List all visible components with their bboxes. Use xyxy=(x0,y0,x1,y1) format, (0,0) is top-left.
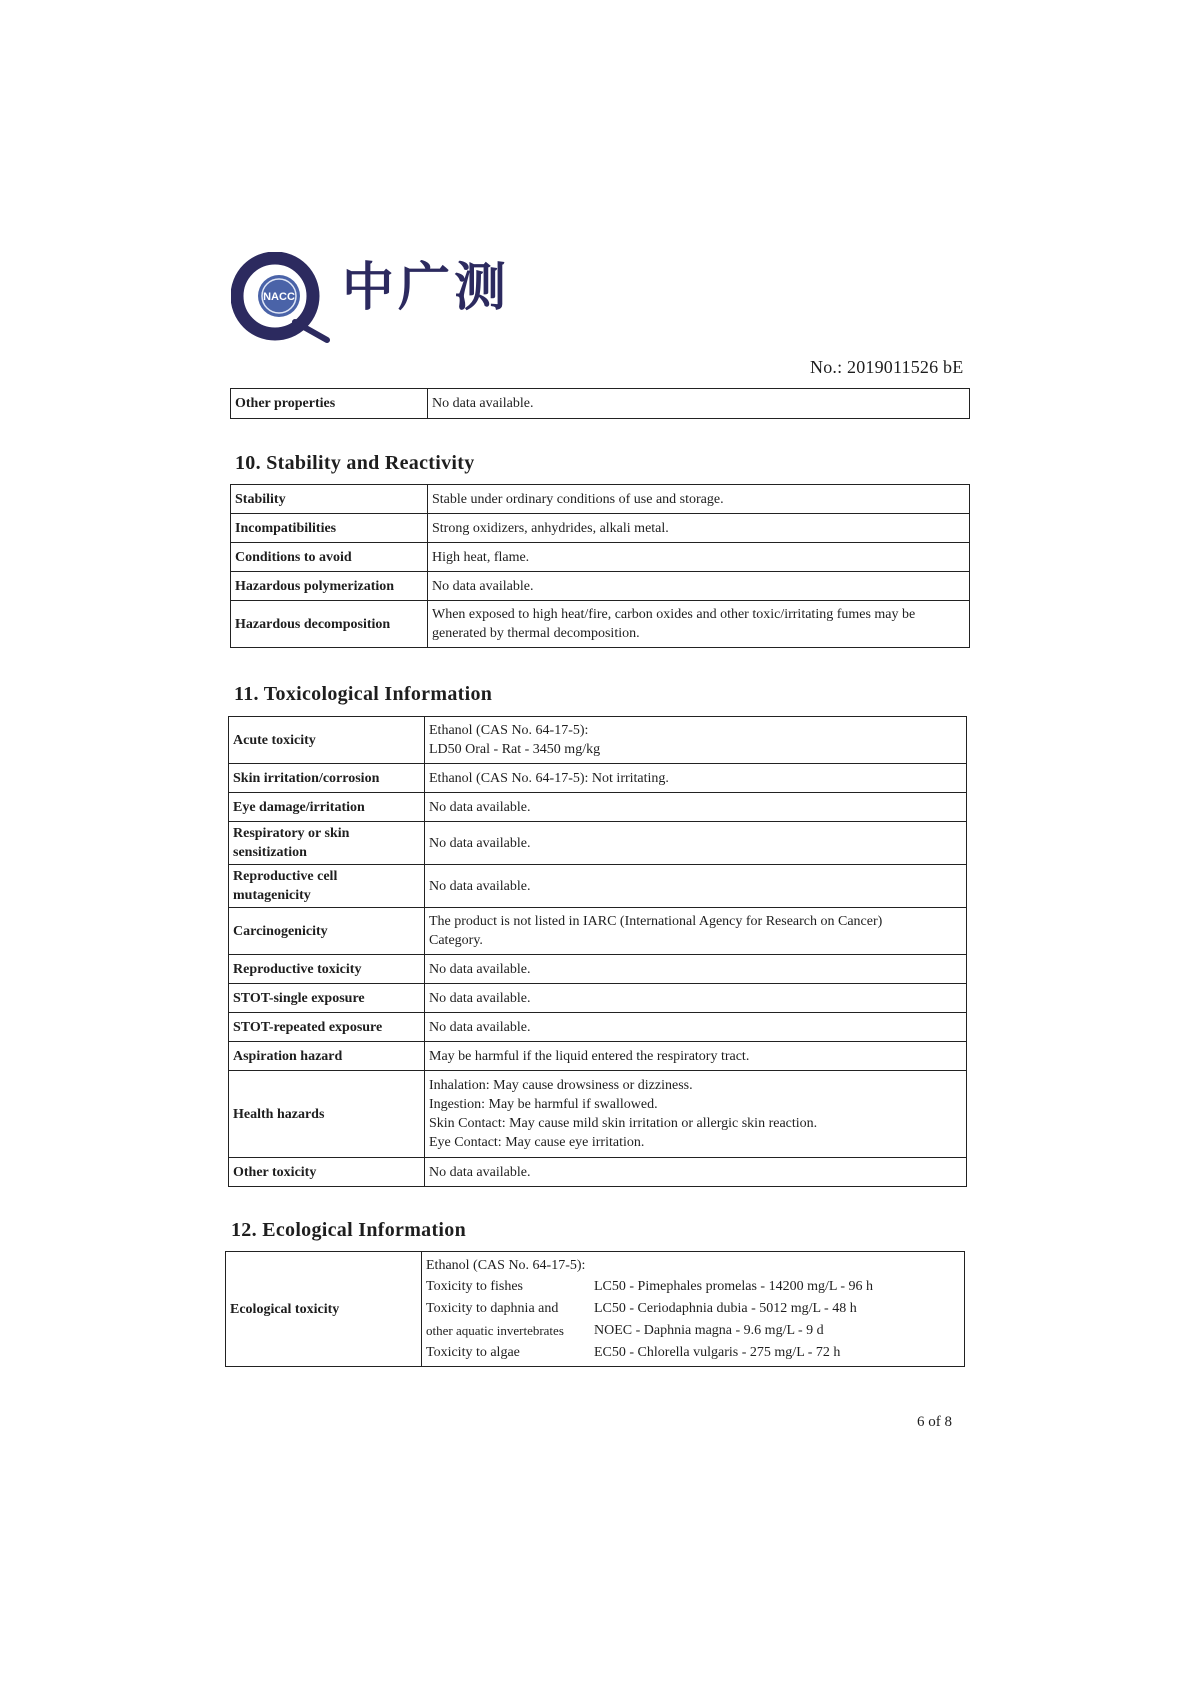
test-label: other aquatic invertebrates xyxy=(426,1323,564,1338)
row-value xyxy=(422,1252,965,1367)
row-label: Acute toxicity xyxy=(229,717,425,764)
row-label: Skin irritation/corrosion xyxy=(229,764,425,793)
row-value: Ethanol (CAS No. 64-17-5): Not irritating. xyxy=(425,764,967,793)
row-label xyxy=(229,822,425,865)
row-value: No data available. xyxy=(425,1158,967,1187)
row-value-line: Skin Contact: May cause mild skin irritation or allergic skin reaction. xyxy=(429,1116,818,1131)
table-row xyxy=(231,601,970,648)
row-label: STOT-single exposure xyxy=(229,984,425,1013)
row-label: Hazardous polymerization xyxy=(231,572,428,601)
row-label: Aspiration hazard xyxy=(229,1042,425,1071)
section-12-heading: 12. Ecological Information xyxy=(231,1219,467,1241)
row-label: Reproductive toxicity xyxy=(229,955,425,984)
property-value: No data available. xyxy=(428,389,970,419)
row-value-line: Category. xyxy=(429,933,483,948)
logo-wordmark: 中广测 xyxy=(342,258,511,318)
table-row xyxy=(229,717,967,764)
row-label: Hazardous decomposition xyxy=(231,601,428,648)
test-label: Toxicity to fishes xyxy=(426,1279,524,1294)
row-value-line: LD50 Oral - Rat - 3450 mg/kg xyxy=(429,742,601,757)
table-row xyxy=(229,793,967,822)
row-value: Strong oxidizers, anhydrides, alkali metal. xyxy=(428,514,970,543)
table-row xyxy=(226,1252,965,1367)
table-row xyxy=(229,984,967,1013)
table-row xyxy=(229,1158,967,1187)
row-label: Incompatibilities xyxy=(231,514,428,543)
table-row xyxy=(229,908,967,955)
section-10-heading: 10. Stability and Reactivity xyxy=(235,452,475,474)
test-result: NOEC - Daphnia magna - 9.6 mg/L - 9 d xyxy=(594,1323,824,1338)
row-label: Conditions to avoid xyxy=(231,543,428,572)
table-row xyxy=(231,389,970,419)
row-value: May be harmful if the liquid entered the respiratory tract. xyxy=(425,1042,967,1071)
page-number: 6 of 8 xyxy=(917,1414,952,1430)
table-row xyxy=(229,865,967,908)
row-label-line: Reproductive cell xyxy=(233,869,338,884)
test-result: LC50 - Ceriodaphnia dubia - 5012 mg/L - 48 h xyxy=(594,1301,857,1316)
table-row xyxy=(229,1071,967,1158)
row-label: Ecological toxicity xyxy=(226,1252,422,1367)
toxicology-table xyxy=(228,716,967,1187)
row-label: Eye damage/irritation xyxy=(229,793,425,822)
row-value: High heat, flame. xyxy=(428,543,970,572)
row-value-line: When exposed to high heat/fire, carbon oxides and other toxic/irritating fumes may be xyxy=(432,607,916,622)
row-label: Other toxicity xyxy=(229,1158,425,1187)
table-row xyxy=(231,572,970,601)
row-value-line: Ethanol (CAS No. 64-17-5): xyxy=(429,723,589,738)
property-label: Other properties xyxy=(231,389,428,419)
table-row xyxy=(229,955,967,984)
row-value: Stable under ordinary conditions of use and storage. xyxy=(428,485,970,514)
row-label-line: Respiratory or skin xyxy=(233,826,350,841)
logo-badge-text: NACC xyxy=(263,291,295,303)
row-value: No data available. xyxy=(425,955,967,984)
table-row xyxy=(229,764,967,793)
row-value xyxy=(425,717,967,764)
table-row xyxy=(229,1042,967,1071)
substance-header: Ethanol (CAS No. 64-17-5): xyxy=(426,1258,586,1273)
row-value-line: Ingestion: May be harmful if swallowed. xyxy=(429,1097,658,1112)
row-label: STOT-repeated exposure xyxy=(229,1013,425,1042)
document-number: No.: 2019011526 bE xyxy=(810,357,964,377)
row-value xyxy=(425,1071,967,1158)
test-label: Toxicity to algae xyxy=(426,1345,520,1360)
row-value: No data available. xyxy=(425,984,967,1013)
eco-toxicity-grid xyxy=(426,1276,960,1363)
row-value: No data available. xyxy=(425,793,967,822)
row-value: No data available. xyxy=(425,865,967,908)
stability-table xyxy=(230,484,970,648)
row-value: No data available. xyxy=(425,1013,967,1042)
section-11-heading: 11. Toxicological Information xyxy=(234,683,493,705)
row-value-line: Inhalation: May cause drowsiness or dizziness. xyxy=(429,1078,693,1093)
row-value: No data available. xyxy=(428,572,970,601)
row-label-line: sensitization xyxy=(233,845,307,860)
row-value: No data available. xyxy=(425,822,967,865)
table-row xyxy=(229,822,967,865)
ecology-table xyxy=(225,1251,965,1367)
test-result: LC50 - Pimephales promelas - 14200 mg/L - 96 h xyxy=(594,1279,874,1294)
table-row xyxy=(231,514,970,543)
test-result: EC50 - Chlorella vulgaris - 275 mg/L - 72 h xyxy=(594,1345,841,1360)
row-value xyxy=(428,601,970,648)
row-label: Health hazards xyxy=(229,1071,425,1158)
row-value-line: The product is not listed in IARC (International Agency for Research on Cancer) xyxy=(429,914,883,929)
row-label-line: mutagenicity xyxy=(233,888,311,903)
row-label: Carcinogenicity xyxy=(229,908,425,955)
table-row xyxy=(231,543,970,572)
table-row xyxy=(229,1013,967,1042)
other-properties-table xyxy=(230,388,970,419)
row-value-line: generated by thermal decomposition. xyxy=(432,626,640,641)
test-label: Toxicity to daphnia and xyxy=(426,1301,559,1316)
row-value xyxy=(425,908,967,955)
table-row xyxy=(231,485,970,514)
row-label xyxy=(229,865,425,908)
row-value-line: Eye Contact: May cause eye irritation. xyxy=(429,1135,645,1150)
row-label: Stability xyxy=(231,485,428,514)
